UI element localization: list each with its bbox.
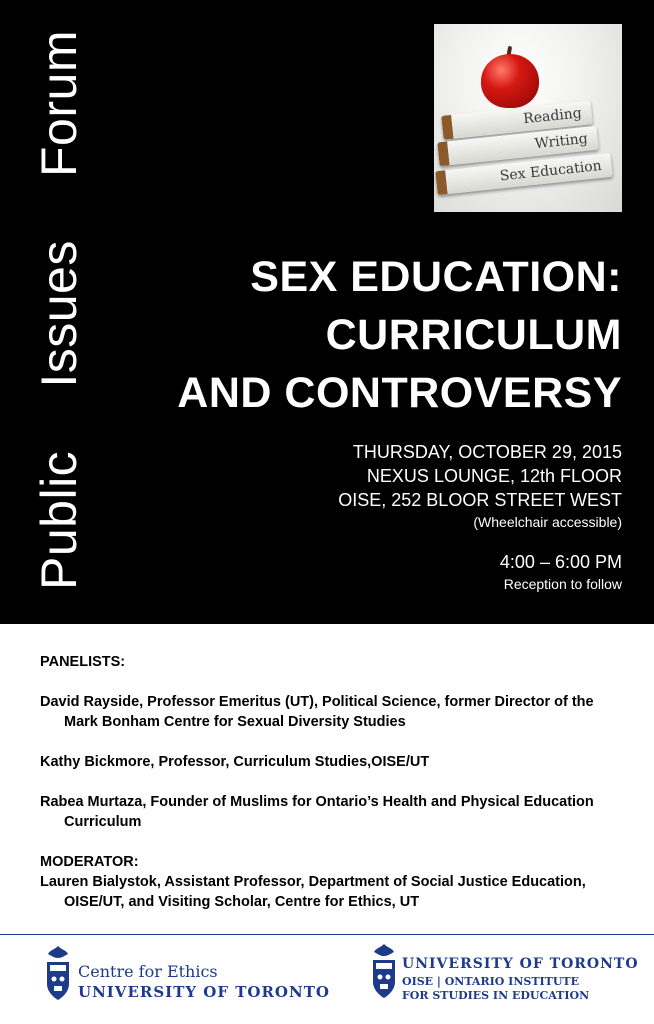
logo-text: Centre for Ethics	[78, 962, 218, 981]
accessibility-note: (Wheelchair accessible)	[473, 514, 622, 530]
speaker-list	[40, 652, 630, 932]
book-spine: Writing	[437, 126, 599, 167]
apple-icon	[481, 54, 539, 108]
centre-for-ethics-logo	[44, 944, 334, 1008]
university-crest-icon	[44, 944, 72, 1002]
logo-text: UNIVERSITY OF TORONTO	[402, 956, 639, 972]
series-title-word: Forum	[31, 30, 87, 177]
panelists-heading: PANELISTS:	[40, 654, 126, 670]
event-time: 4:00 – 6:00 PM	[499, 552, 622, 572]
moderator-entry: Lauren Bialystok, Assistant Professor, Department of Social Justice Education, OISE/UT, and Visiting Scholar, Centre for Ethics, UT	[40, 874, 586, 910]
logo-text: FOR STUDIES IN EDUCATION	[402, 989, 590, 1002]
logo-text: OISE | ONTARIO INSTITUTE	[402, 975, 579, 988]
panelist-entry: Kathy Bickmore, Professor, Curriculum Studies,OISE/UT	[40, 754, 430, 770]
panelist-entry: David Rayside, Professor Emeritus (UT), Political Science, former Director of the Mark Bonham Centre for Sexual Diversity Studies	[40, 694, 594, 730]
series-title-word: Issues	[31, 240, 87, 388]
logo-text: UNIVERSITY OF TORONTO	[78, 983, 330, 1001]
event-date: THURSDAY, OCTOBER 29, 2015	[352, 442, 622, 462]
moderator-heading: MODERATOR:	[40, 854, 139, 870]
book-spine: Sex Education	[435, 153, 613, 195]
event-title-line: CURRICULUM	[325, 311, 622, 359]
event-title-line: AND CONTROVERSY	[177, 369, 622, 417]
university-crest-icon	[370, 942, 398, 1000]
footer-divider	[0, 934, 654, 935]
series-title	[30, 30, 88, 590]
event-details	[240, 440, 622, 594]
series-title-word: Public	[31, 450, 87, 590]
event-venue: NEXUS LOUNGE, 12th FLOOR	[366, 466, 622, 486]
event-title-line: SEX EDUCATION:	[250, 253, 622, 301]
cover-photo	[434, 24, 622, 212]
reception-note: Reception to follow	[503, 576, 622, 592]
panelist-entry: Rabea Murtaza, Founder of Muslims for Ontario’s Health and Physical Education Curriculum	[40, 794, 594, 830]
event-address: OISE, 252 BLOOR STREET WEST	[338, 490, 622, 510]
event-title	[100, 248, 622, 422]
oise-logo	[370, 942, 640, 1006]
book-spine: Reading	[441, 100, 593, 140]
